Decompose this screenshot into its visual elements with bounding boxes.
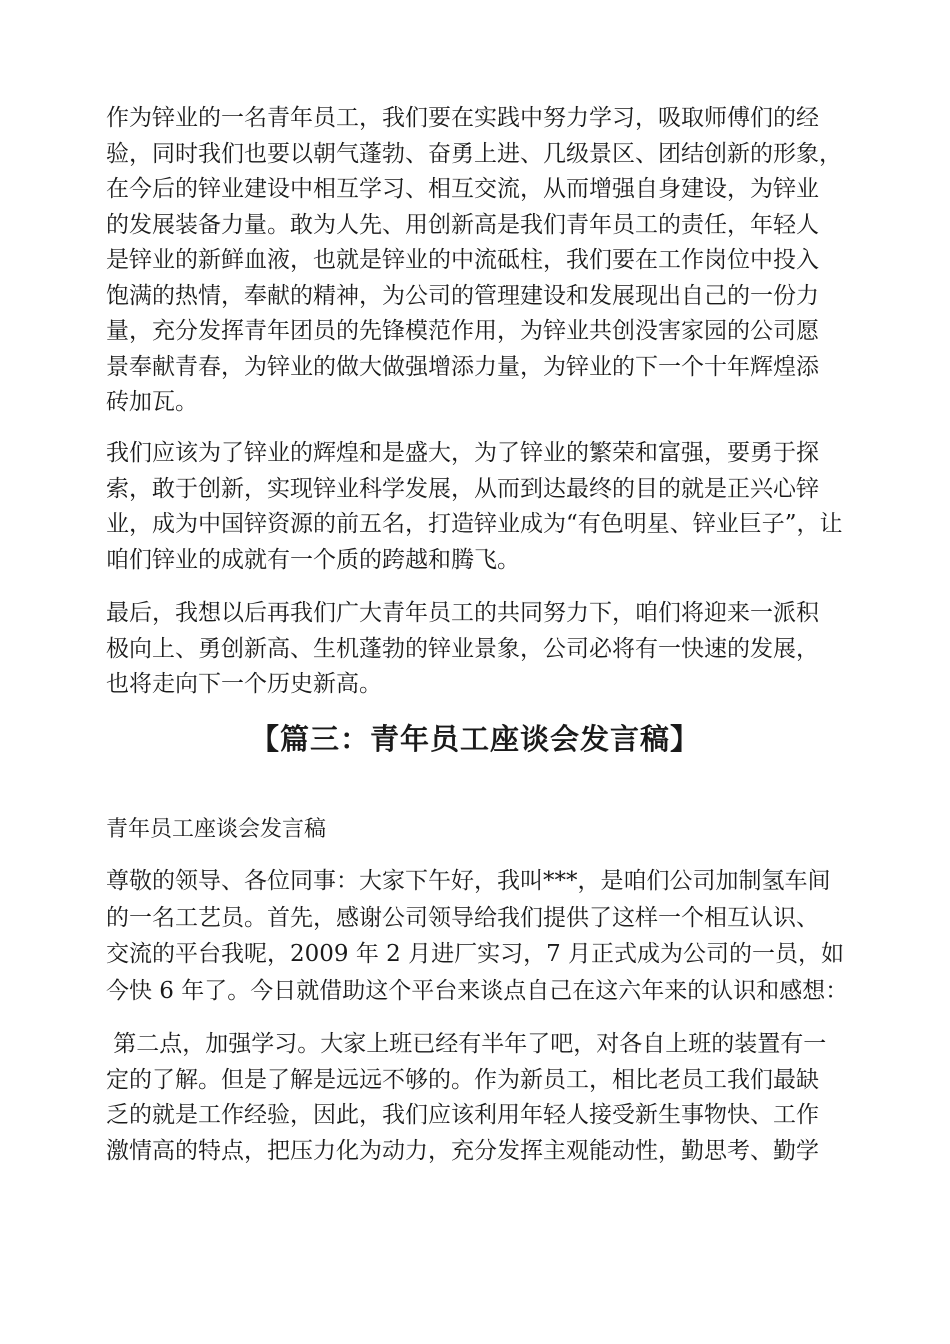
text-line: 交流的平台我呢，2009 年 2 月进厂实习，7 月正式成为公司的一员，如 bbox=[106, 941, 845, 967]
text-line: 业，成为中国锌资源的前五名，打造锌业成为“有色明星、锌业巨子”，让 bbox=[106, 511, 843, 537]
text-line: 的发展装备力量。敢为人先、用创新高是我们青年员工的责任，年轻人 bbox=[106, 211, 819, 238]
text-line: 极向上、勇创新高、生机蓬勃的锌业景象，公司必将有一快速的发展， bbox=[106, 635, 819, 662]
text-line: 尊敬的领导、各位同事：大家下午好，我叫***，是咱们公司加制氢车间 bbox=[106, 868, 831, 894]
paragraph-3 bbox=[106, 596, 846, 703]
text-line: 景奉献青春，为锌业的做大做强增添力量，为锌业的下一个十年辉煌添 bbox=[106, 353, 819, 380]
text-line: 验，同时我们也要以朝气蓬勃、奋勇上进、几级景区、团结创新的形象， bbox=[106, 140, 842, 167]
text-line: 乏的就是工作经验，因此，我们应该利用年轻人接受新生事物快、工作 bbox=[106, 1102, 819, 1128]
text-line: 作为锌业的一名青年员工，我们要在实践中努力学习，吸取师傅们的经 bbox=[106, 105, 819, 131]
text-line: 砖加瓦。 bbox=[106, 389, 198, 415]
paragraph-1 bbox=[106, 101, 846, 421]
text-line: 量，充分发挥青年团员的先锋模范作用，为锌业共创没害家园的公司愿 bbox=[106, 318, 819, 344]
text-line: 激情高的特点，把压力化为动力，充分发挥主观能动性，勤思考、勤学 bbox=[106, 1137, 819, 1164]
text-line: 咱们锌业的成就有一个质的跨越和腾飞。 bbox=[106, 546, 520, 573]
text-line: 索，敢于创新，实现锌业科学发展，从而到达最终的目的就是正兴心锌 bbox=[106, 475, 819, 502]
text-line: 在今后的锌业建设中相互学习、相互交流，从而增强自身建设，为锌业 bbox=[106, 176, 819, 202]
text-line: 定的了解。但是了解是远远不够的。作为新员工，相比老员工我们最缺 bbox=[106, 1066, 819, 1093]
text-line: 是锌业的新鲜血液，也就是锌业的中流砥柱，我们要在工作岗位中投入 bbox=[106, 247, 819, 273]
text-line: 饱满的热情，奉献的精神，为公司的管理建设和发展现出自己的一份力 bbox=[106, 282, 819, 309]
document-subtitle: 青年员工座谈会发言稿 bbox=[106, 817, 327, 842]
text-line: 第二点，加强学习。大家上班已经有半年了吧，对各自上班的装置有一 bbox=[106, 1031, 827, 1057]
text-line: 最后，我想以后再我们广大青年员工的共同努力下，咱们将迎来一派积 bbox=[106, 600, 819, 626]
paragraph-5 bbox=[106, 1027, 846, 1169]
text-line: 的一名工艺员。首先，感谢公司领导给我们提供了这样一个相互认识、 bbox=[106, 904, 819, 931]
text-line: 也将走向下一个历史新高。 bbox=[106, 671, 382, 697]
text-line: 我们应该为了锌业的辉煌和是盛大，为了锌业的繁荣和富强，要勇于探 bbox=[106, 440, 819, 466]
section-heading: 【篇三：青年员工座谈会发言稿】 bbox=[249, 722, 700, 756]
text-line: 今快 6 年了。今日就借助这个平台来谈点自己在这六年来的认识和感想： bbox=[106, 977, 849, 1004]
paragraph-2 bbox=[106, 436, 846, 578]
paragraph-4 bbox=[106, 864, 849, 1010]
